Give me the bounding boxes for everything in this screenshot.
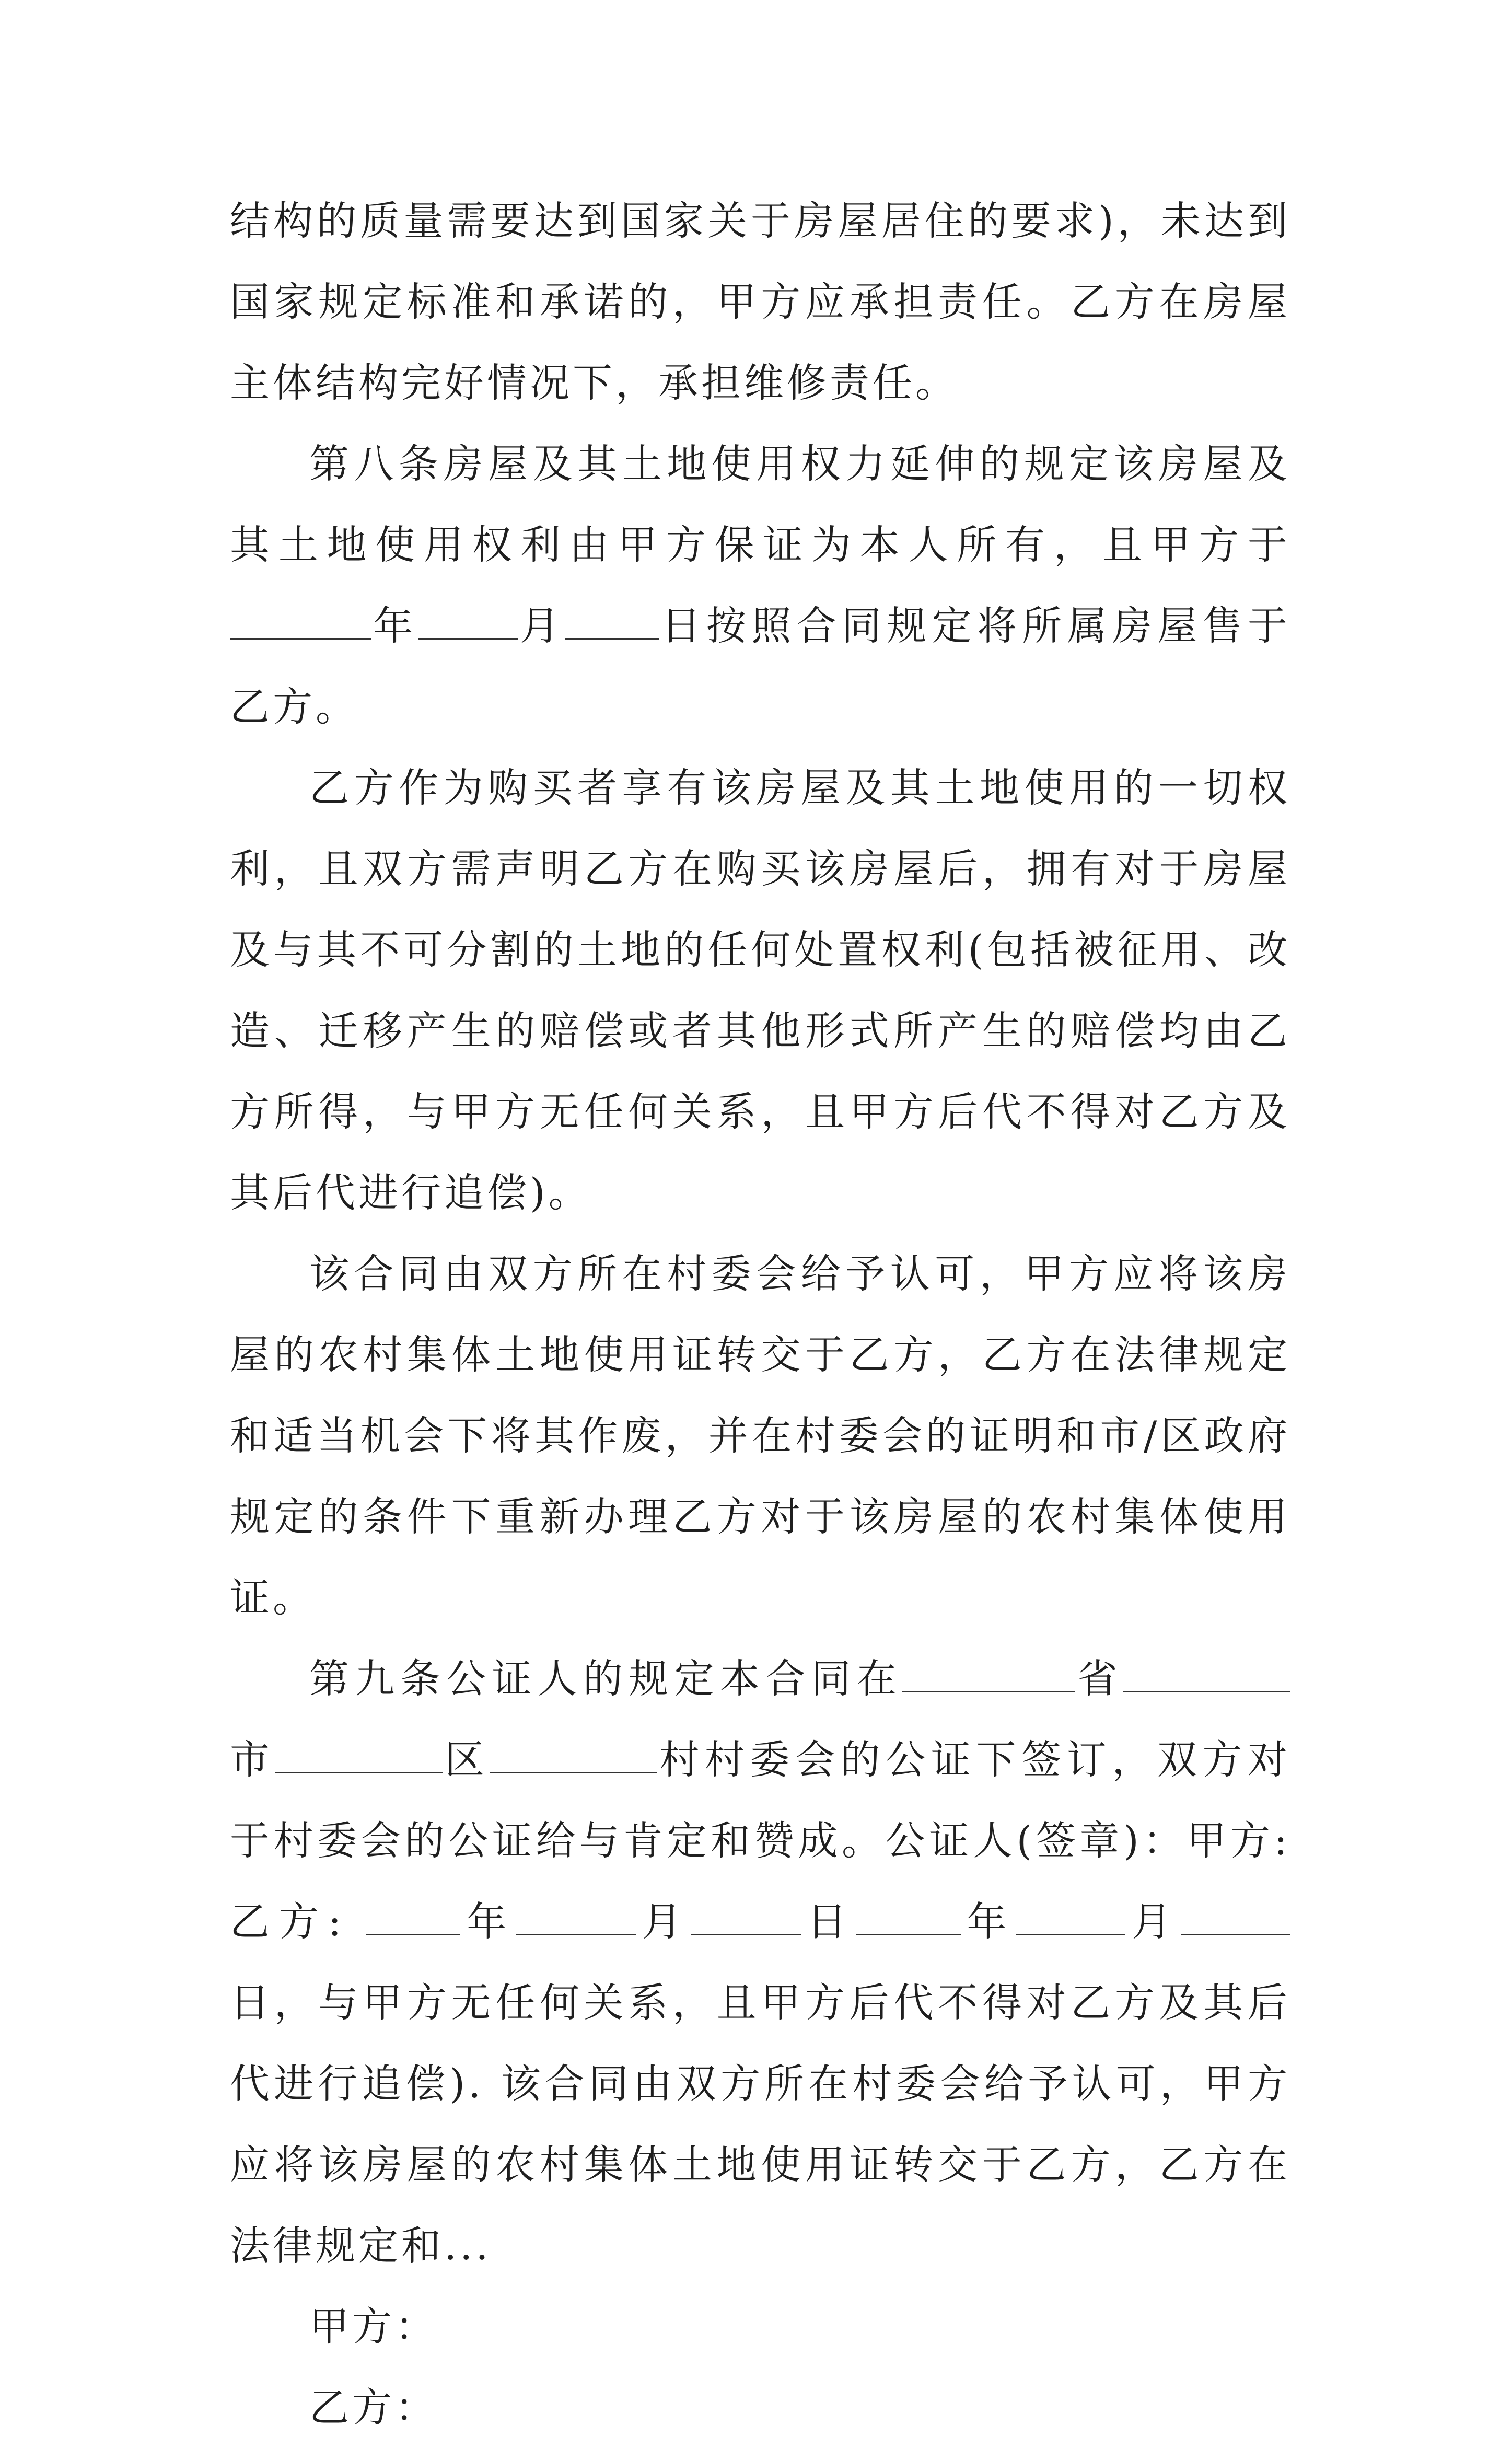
sign-year-blank-a: [366, 1896, 460, 1935]
paragraph-article-nine: [230, 1638, 1290, 2286]
province-blank: [902, 1653, 1075, 1692]
day-blank: [565, 600, 659, 640]
document-body: [230, 180, 1290, 2448]
sign-year-blank-b: [856, 1896, 961, 1935]
paragraph-structure-quality: 结构的质量需要达到国家关于房屋居住的要求)，未达到国家规定标准和承诺的，甲方应承担责任。乙方在房屋主体结构完好情况下，承担维修责任。: [230, 198, 1290, 406]
sign-year-label-a: 年: [460, 1898, 516, 1945]
village-blank: [490, 1734, 657, 1773]
month-label: 月: [517, 602, 565, 649]
year-label: 年: [371, 602, 418, 649]
article-nine-text: 第九条公证人的规定本合同在: [309, 1655, 903, 1702]
year-blank: [230, 600, 371, 640]
day-label-text: 日按照合同规定将所属房屋售于乙方。: [230, 602, 1291, 730]
closing-text: 日，与甲方无任何关系，且甲方后代不得对乙方及其后代进行追偿). 该合同由双方所在村委会给予认可，甲方应将该房屋的农村集体土地使用证转交于乙方，乙方在法律规定和...: [230, 1979, 1290, 2269]
sign-month-blank-a: [516, 1896, 636, 1935]
paragraph-village-approval: 该合同由双方所在村委会给予认可，甲方应将该房屋的农村集体土地使用证转交于乙方，乙方在法律规定和适当机会下将其作废，并在村委会的证明和市/区政府规定的条件下重新办理乙方对于该房屋的农村集体使用证。: [230, 1250, 1290, 1621]
city-label: 市: [230, 1736, 275, 1783]
sign-month-label-b: 月: [1125, 1898, 1181, 1945]
city-blank: [1123, 1653, 1290, 1692]
signature-party-b: 乙方：: [309, 2384, 438, 2431]
month-blank: [418, 600, 518, 640]
province-label: 省: [1075, 1655, 1124, 1702]
sign-day-label-a: 日: [800, 1898, 856, 1945]
district-label: 区: [442, 1736, 490, 1783]
sign-day-blank-a: [691, 1896, 801, 1935]
sign-year-label-b: 年: [960, 1898, 1016, 1945]
sign-month-label-a: 月: [636, 1898, 691, 1945]
district-blank: [275, 1734, 443, 1773]
sign-month-blank-b: [1016, 1896, 1125, 1935]
paragraph-article-eight: [230, 423, 1290, 747]
sign-day-blank-b: [1181, 1896, 1290, 1935]
notary-text: 村村委会的公证下签订，双方对于村委会的公证给与肯定和赞成。公证人(签章)：甲方: 乙方:: [230, 1736, 1291, 1945]
signature-party-a: 甲方：: [309, 2303, 438, 2350]
paragraph-buyer-rights: 乙方作为购买者享有该房屋及其土地使用的一切权利，且双方需声明乙方在购买该房屋后，拥有对于房屋及与其不可分割的土地的任何处置权利(包括被征用、改造、迁移产生的赔偿或者其他形式所产生的赔偿均由乙方所得，与甲方无任何关系，且甲方后代不得对乙方及其后代进行追偿)。: [230, 764, 1290, 1216]
article-eight-text: 第八条房屋及其土地使用权力延伸的规定该房屋及其土地使用权利由甲方保证为本人所有，且甲方于: [230, 440, 1290, 568]
